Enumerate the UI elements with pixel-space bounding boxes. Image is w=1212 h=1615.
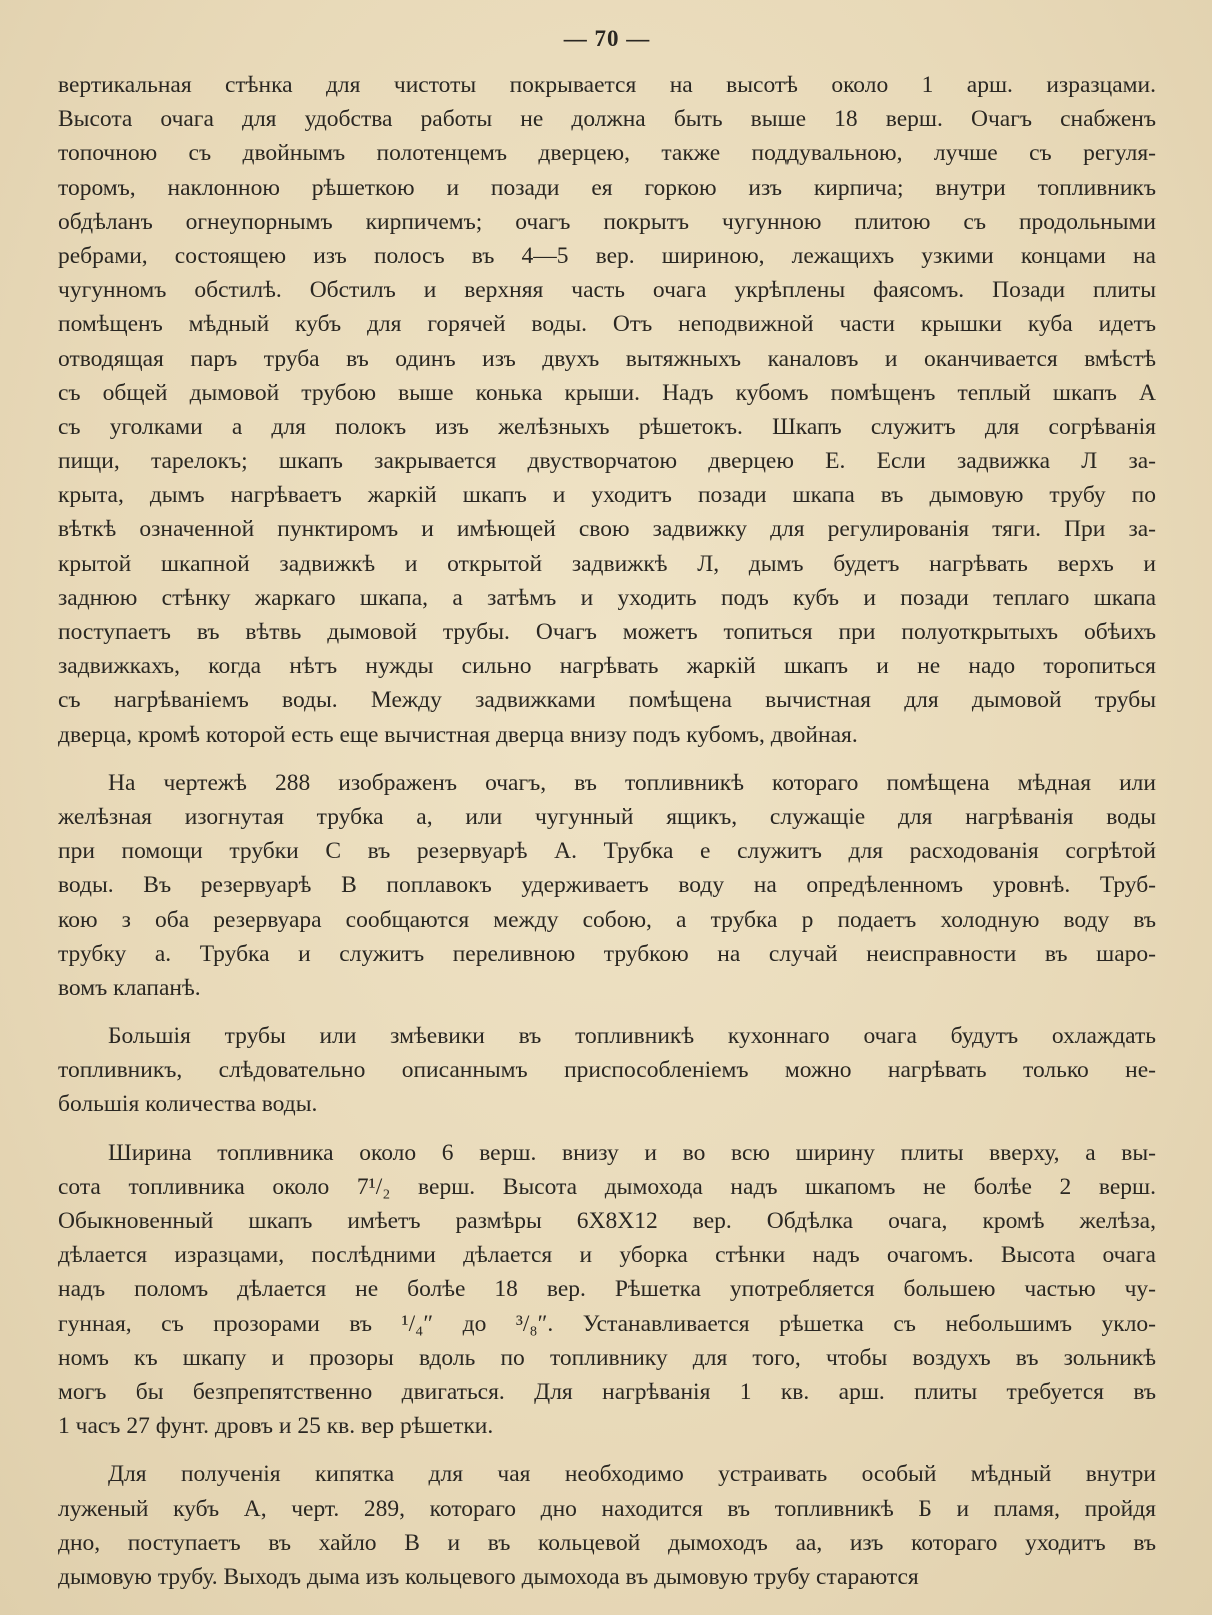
text-line: топливникъ, слѣдовательно описаннымъ приспособленіемъ можно нагрѣвать только не- bbox=[58, 1057, 1156, 1084]
text-line: топочною съ двойнымъ полотенцемъ дверцею, также поддувальною, лучше съ регуля- bbox=[58, 140, 1156, 167]
paragraph bbox=[58, 68, 1156, 752]
text-line: гунная, съ прозорами въ ¹/₄″ до ³/₈″. Устанавливается рѣшетка съ небольшимъ укло- bbox=[58, 1310, 1156, 1337]
text-line: могъ бы безпрепятственно двигаться. Для нагрѣванія 1 кв. арш. плиты требуется въ bbox=[58, 1378, 1156, 1405]
text-line: чугунномъ обстилѣ. Обстилъ и верхняя часть очага укрѣплены фаясомъ. Позади плиты bbox=[58, 277, 1156, 304]
text-line: торомъ, наклонною рѣшеткою и позади ея горкою изъ кирпича; внутри топливникъ bbox=[58, 174, 1156, 201]
text-line: помѣщенъ мѣдный кубъ для горячей воды. Отъ неподвижной части крышки куба идетъ bbox=[58, 311, 1156, 338]
text-line: большія количества воды. bbox=[58, 1091, 318, 1118]
text-line: съ уголками а для полокъ изъ желѣзныхъ рѣшетокъ. Шкапъ служитъ для согрѣванія bbox=[58, 413, 1156, 440]
text-line: пищи, тарелокъ; шкапъ закрывается двустворчатою дверцею Е. Если задвижка Л за- bbox=[58, 448, 1156, 475]
text-line: желѣзная изогнутая трубка а, или чугунный ящикъ, служащіе для нагрѣванія воды bbox=[58, 803, 1156, 830]
text-line: кою з оба резервуара сообщаются между собою, а трубка р подаетъ холодную воду въ bbox=[58, 906, 1156, 933]
text-line: дверца, кромѣ которой есть еще вычистная дверца внизу подъ кубомъ, двойная. bbox=[58, 721, 858, 748]
text-line: Ширина топливника около 6 верш. внизу и во всю ширину плиты вверху, а вы- bbox=[108, 1139, 1156, 1166]
text-line: ребрами, состоящею изъ полосъ въ 4—5 вер. шириною, лежащихъ узкими концами на bbox=[58, 242, 1156, 269]
text-line: съ нагрѣваніемъ воды. Между задвижками помѣщена вычистная для дымовой трубы bbox=[58, 687, 1156, 714]
page-body-text bbox=[58, 68, 1156, 1594]
text-line: Большія трубы или змѣевики въ топливникѣ кухоннаго очага будутъ охлаждать bbox=[108, 1023, 1156, 1050]
text-line: Высота очага для удобства работы не должна быть выше 18 верш. Очагъ снабженъ bbox=[58, 106, 1156, 133]
paragraph bbox=[58, 766, 1156, 1005]
text-line: отводящая паръ труба въ одинъ изъ двухъ вытяжныхъ каналовъ и оканчивается вмѣстѣ bbox=[58, 345, 1156, 372]
text-line: поступаетъ въ вѣтвь дымовой трубы. Очагъ можетъ топиться при полуоткрытыхъ обѣихъ bbox=[58, 619, 1156, 645]
text-line: обдѣланъ огнеупорнымъ кирпичемъ; очагъ покрытъ чугунною плитою съ продольными bbox=[58, 208, 1156, 235]
text-line: дѣлается изразцами, послѣдними дѣлается и уборка стѣнки надъ очагомъ. Высота очага bbox=[58, 1242, 1156, 1269]
text-line: вѣткѣ означенной пунктиромъ и имѣющей свою задвижку для регулированія тяги. При за- bbox=[58, 516, 1156, 543]
text-line: при помощи трубки С въ резервуарѣ А. Трубка е служитъ для расходованія согрѣтой bbox=[58, 838, 1156, 865]
text-line: воды. Въ резервуарѣ В поплавокъ удерживаетъ воду на опредѣленномъ уровнѣ. Труб- bbox=[58, 872, 1156, 899]
text-line: вертикальная стѣнка для чистоты покрывается на высотѣ около 1 арш. изразцами. bbox=[58, 72, 1156, 98]
text-line: заднюю стѣнку жаркаго шкапа, а затѣмъ и уходить подъ кубъ и позади теплаго шкапа bbox=[58, 584, 1156, 611]
text-line: Обыкновенный шкапъ имѣетъ размѣры 6X8X12 вер. Обдѣлка очага, кромѣ желѣза, bbox=[58, 1208, 1156, 1234]
text-line: трубку а. Трубка и служитъ переливною трубкою на случай неисправности въ шаро- bbox=[58, 940, 1156, 967]
text-line: надъ поломъ дѣлается не болѣе 18 вер. Рѣшетка употребляется большею частью чу- bbox=[58, 1276, 1156, 1303]
text-line: съ общей дымовой трубою выше конька крыши. Надъ кубомъ помѣщенъ теплый шкапъ А bbox=[58, 379, 1156, 406]
paragraph bbox=[58, 1457, 1156, 1594]
text-line: вомъ клапанѣ. bbox=[58, 974, 201, 1001]
text-line: сота топливника около 7¹/₂ верш. Высота дымохода надъ шкапомъ не болѣе 2 верш. bbox=[58, 1173, 1156, 1200]
text-line: крытой шкапной задвижкѣ и открытой задвижкѣ Л, дымъ будетъ нагрѣвать верхъ и bbox=[58, 550, 1156, 577]
text-line: крыта, дымъ нагрѣваетъ жаркій шкапъ и уходитъ позади шкапа въ дымовую трубу по bbox=[58, 482, 1156, 509]
text-line: задвижкахъ, когда нѣтъ нужды сильно нагрѣвать жаркій шкапъ и не надо торопиться bbox=[58, 653, 1156, 680]
paragraph bbox=[58, 1019, 1156, 1122]
text-line: номъ къ шкапу и прозоры вдоль по топливнику для того, чтобы воздухъ въ зольникѣ bbox=[58, 1344, 1156, 1371]
paragraph bbox=[58, 1136, 1156, 1444]
text-line: дымовую трубу. Выходъ дыма изъ кольцевого дымохода въ дымовую трубу стараются bbox=[58, 1563, 919, 1590]
page-number: — 70 — bbox=[563, 26, 651, 51]
text-line: дно, поступаетъ въ хайло В и въ кольцевой дымоходъ аа, изъ котораго уходитъ въ bbox=[58, 1529, 1156, 1556]
text-line: На чертежѣ 288 изображенъ очагъ, въ топливникѣ котораго помѣщена мѣдная или bbox=[108, 769, 1156, 796]
text-line: 1 часъ 27 фунт. дровъ и 25 кв. вер рѣшетки. bbox=[58, 1413, 494, 1440]
text-line: луженый кубъ А, черт. 289, котораго дно находится въ топливникѣ Б и пламя, пройдя bbox=[58, 1495, 1156, 1522]
text-line: Для полученія кипятка для чая необходимо устраивать особый мѣдный внутри bbox=[108, 1461, 1156, 1488]
